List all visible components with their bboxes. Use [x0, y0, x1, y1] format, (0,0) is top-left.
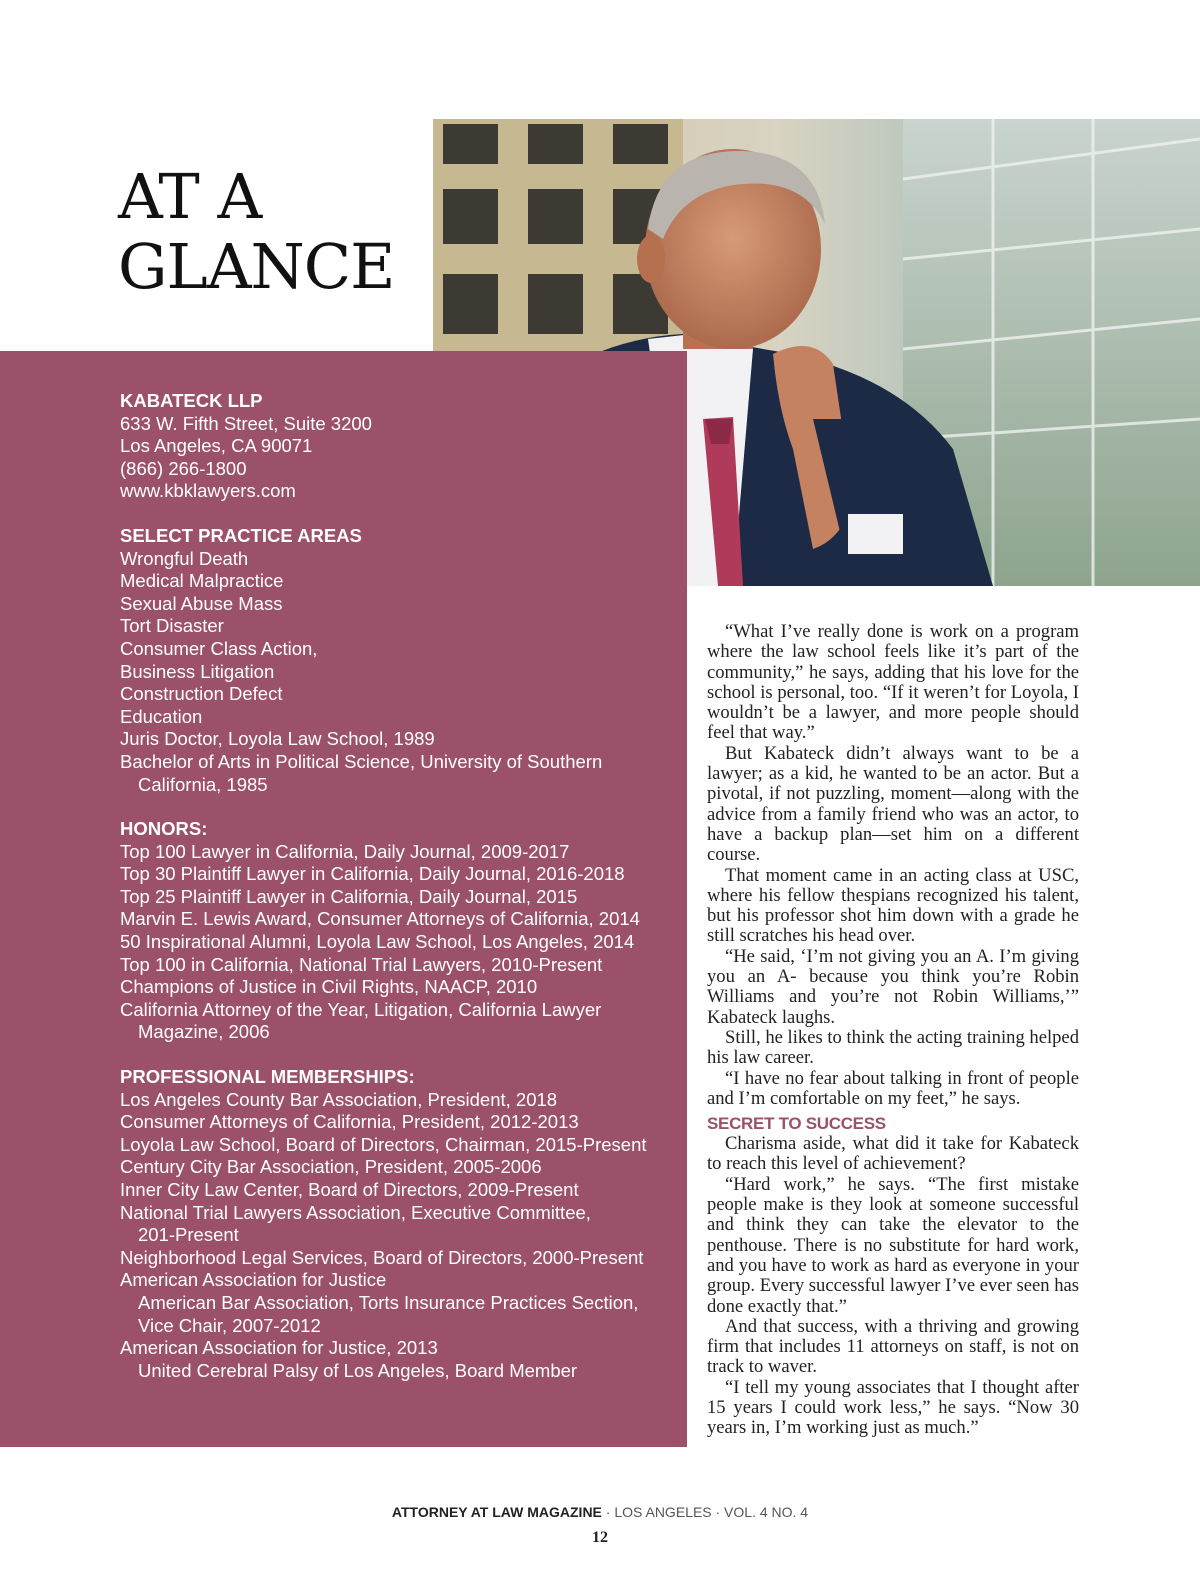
practice-item: Tort Disaster [120, 615, 224, 637]
membership-item: Neighborhood Legal Services, Board of Directors, 2000-Present [120, 1246, 644, 1268]
title-line-2: GLANCE [118, 230, 395, 303]
memberships-heading: PROFESSIONAL MEMBERSHIPS: [120, 1066, 415, 1088]
honor-item: Top 25 Plaintiff Lawyer in California, Daily Journal, 2015 [120, 885, 578, 907]
membership-item: United Cerebral Palsy of Los Angeles, Board Member [138, 1359, 578, 1381]
magazine-name: ATTORNEY AT LAW MAGAZINE [391, 1504, 602, 1520]
honor-item: 50 Inspirational Alumni, Loyola Law School, Los Angeles, 2014 [120, 931, 635, 953]
membership-item: Century City Bar Association, President, 2005-2006 [120, 1156, 542, 1178]
membership-item: American Bar Association, Torts Insurance Practices Section, [138, 1291, 639, 1313]
article-paragraph: And that success, with a thriving and growing firm that includes 11 attorneys on staff, is not on track to waver. [707, 1315, 1079, 1378]
issue-details: · LOS ANGELES · VOL. 4 NO. 4 [601, 1504, 809, 1520]
honor-item: Champions of Justice in Civil Rights, NAACP, 2010 [120, 976, 538, 998]
practice-item: Bachelor of Arts in Political Science, University of Southern [120, 750, 603, 772]
membership-item: Inner City Law Center, Board of Directors, 2009-Present [120, 1179, 579, 1200]
honors-section [120, 818, 690, 1044]
practice-item: California, 1985 [138, 773, 268, 795]
honor-item: Magazine, 2006 [138, 1021, 270, 1043]
firm-section [120, 390, 690, 503]
memberships-section [120, 1066, 690, 1382]
practice-heading: SELECT PRACTICE AREAS [120, 524, 362, 546]
membership-item: American Association for Justice, 2013 [120, 1337, 438, 1359]
article-subhead: SECRET TO SUCCESS [707, 1114, 886, 1134]
at-a-glance-sidebar [120, 390, 690, 1404]
article-paragraph: But Kabateck didn’t always want to be a lawyer; as a kid, he wanted to be an actor. But a pivotal, if not puzzling, moment—along with the advice from a family friend who was an actor, to have a backup plan—set him on a different course. [707, 742, 1079, 866]
practice-item: Juris Doctor, Loyola Law School, 1989 [120, 728, 435, 750]
practice-item: Wrongful Death [120, 547, 249, 569]
article-paragraph: “He said, ‘I’m not giving you an A. I’m giving you an A- because you think you’re Robin Williams and you’re not Robin Williams,’” Kabateck laughs. [707, 945, 1079, 1028]
honor-item: Top 100 Lawyer in California, Daily Journal, 2009-2017 [120, 840, 570, 862]
page-title [118, 162, 394, 302]
practice-item: Consumer Class Action, [120, 637, 318, 659]
article-body [707, 622, 1079, 1439]
article-paragraph: “I have no fear about talking in front of people and I’m comfortable on my feet,” he says. [707, 1067, 1079, 1109]
honor-item: Top 30 Plaintiff Lawyer in California, Daily Journal, 2016-2018 [120, 863, 625, 885]
practice-item: Sexual Abuse Mass [120, 592, 283, 614]
article-paragraph: Charisma aside, what did it take for Kabateck to reach this level of achievement? [707, 1133, 1079, 1175]
practice-item: Business Litigation [120, 660, 275, 682]
article-paragraph: “What I’ve really done is work on a program where the law school feels like it’s part of the community,” he says, adding that his love for the school is personal, too. “If it weren’t for Loyola, I wouldn’t be a lawyer, and more people should feel that way.” [707, 621, 1079, 744]
honor-item: Top 100 in California, National Trial Lawyers, 2010-Present [120, 953, 603, 975]
membership-item: Los Angeles County Bar Association, President, 2018 [120, 1088, 558, 1110]
membership-item: 201-Present [138, 1224, 239, 1246]
page-number: 12 [592, 1529, 608, 1546]
membership-item: Loyola Law School, Board of Directors, Chairman, 2015-Present [120, 1133, 647, 1155]
article-paragraph: “Hard work,” he says. “The first mistake people make is they look at someone successful and think they can take the elevator to the penthouse. There is no substitute for hard work, and you have to work as hard as everyone in your group. Every successful lawyer I’ve ever seen has done exactly that.” [707, 1173, 1079, 1317]
practice-item: Construction Defect [120, 683, 283, 705]
title-line-1: AT A [118, 160, 262, 233]
membership-item: American Association for Justice [120, 1269, 387, 1291]
firm-city-line: Los Angeles, CA 90071 [120, 435, 313, 457]
practice-item: Education [120, 705, 203, 727]
article-paragraph: “I tell my young associates that I thought after 15 years I could work less,” he says. “Now 30 years in, I’m working just as much.” [707, 1376, 1079, 1439]
membership-item: National Trial Lawyers Association, Executive Committee, [120, 1201, 591, 1223]
honor-item: California Attorney of the Year, Litigation, California Lawyer [120, 998, 602, 1020]
membership-item: Vice Chair, 2007-2012 [138, 1314, 321, 1336]
firm-address-line: 633 W. Fifth Street, Suite 3200 [120, 412, 372, 434]
honor-item: Marvin E. Lewis Award, Consumer Attorneys of California, 2014 [120, 908, 640, 930]
firm-website: www.kbklawyers.com [120, 480, 296, 502]
practice-section [120, 525, 690, 796]
page-footer [0, 1504, 1200, 1520]
firm-phone: (866) 266-1800 [120, 457, 247, 479]
practice-item: Medical Malpractice [120, 570, 284, 592]
firm-heading: KABATECK LLP [120, 390, 263, 411]
article-paragraph: That moment came in an acting class at USC, where his fellow thespians recognized his talent, but his professor shot him down with a grade he still scratches his head over. [707, 864, 1079, 947]
membership-item: Consumer Attorneys of California, President, 2012-2013 [120, 1111, 579, 1133]
article-paragraph: Still, he likes to think the acting training helped his law career. [707, 1026, 1079, 1069]
honors-heading: HONORS: [120, 818, 208, 840]
